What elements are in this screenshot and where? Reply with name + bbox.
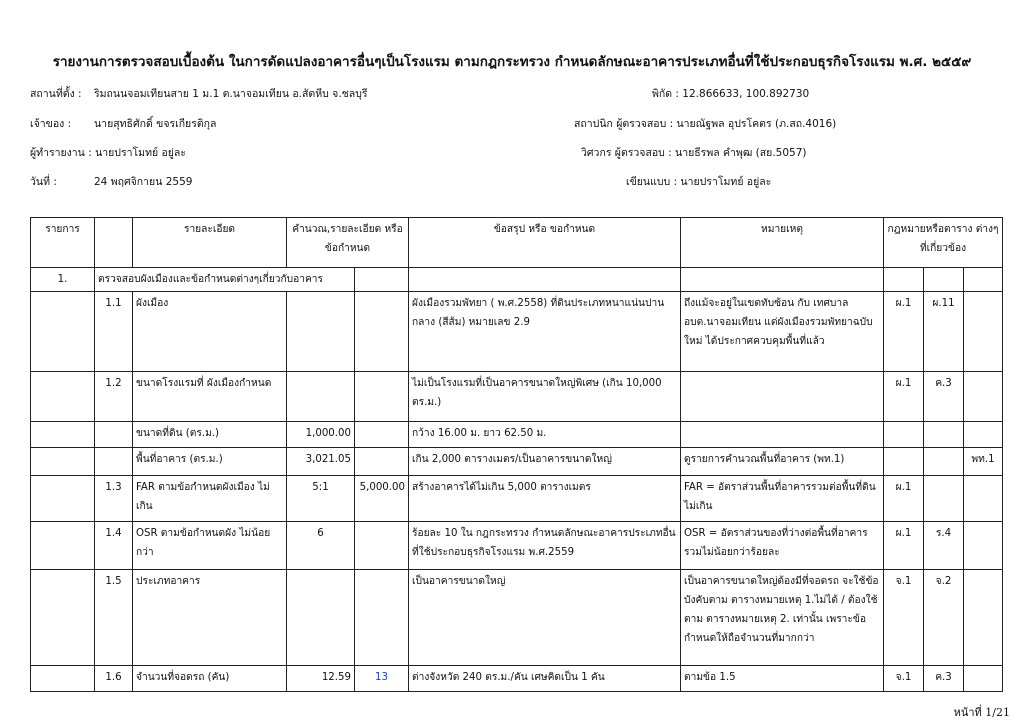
row-conclusion: ผังเมืองรวมพัทยา ( พ.ศ.2558) ที่ดินประเภทหนาแน่นปานกลาง (สีส้ม) หมายเลข 2.9 — [409, 292, 681, 372]
architect: สถาปนิก ผู้ตรวจสอบ : นายณัฐพล อุปรโคตร (ภ.สถ.4016) — [574, 118, 837, 130]
table-row — [31, 666, 1003, 692]
table-row — [31, 268, 1003, 292]
row-detail: OSR ตามข้อกำหนดผัง ไม่น้อยกว่า — [133, 522, 287, 570]
row-law: ร.4 — [924, 522, 964, 570]
row-detail: จำนวนที่จอดรถ (คัน) — [133, 666, 287, 692]
row-law: ค.3 — [924, 372, 964, 422]
row-conclusion: เป็นอาคารขนาดใหญ่ — [409, 570, 681, 666]
row-calc: 5,000.00 — [355, 476, 409, 522]
row-no: 1.6 — [95, 666, 133, 692]
table-row — [31, 476, 1003, 522]
row-calc: 1,000.00 — [287, 422, 355, 448]
reporter-value: นายปราโมทย์ อยู่ละ — [95, 147, 187, 159]
row-law: จ.1 — [884, 666, 924, 692]
row-note: ถึงแม้จะอยู่ในเขตทับซ้อน กับ เทศบาล อบต.นาจอมเทียน แต่ผังเมืองรวมพัทยาฉบับใหม่ ได้ประกาศควบคุมพื้นที่แล้ว — [681, 292, 884, 372]
row-note: FAR = อัตราส่วนพื้นที่อาคารรวมต่อพื้นที่ดินไม่เกิน — [681, 476, 884, 522]
row-no: 1. — [31, 268, 95, 292]
table-row — [31, 292, 1003, 372]
coords: พิกัด : 12.866633, 100.892730 — [652, 88, 810, 100]
location-value: ริมถนนจอมเทียนสาย 1 ม.1 ต.นาจอมเทียน อ.สัตหีบ จ.ชลบุรี — [94, 88, 368, 100]
header-law: กฎหมายหรือตาราง ต่างๆที่เกี่ยวข้อง — [884, 218, 1003, 268]
row-calc: 3,021.05 — [287, 448, 355, 476]
row-note: ตามข้อ 1.5 — [681, 666, 884, 692]
owner-line — [30, 115, 216, 132]
owner-value: นายสุทธิศักดิ์ ขจรเกียรติกุล — [94, 118, 217, 130]
row-detail: ตรวจสอบผังเมืองและข้อกำหนดต่างๆเกี่ยวกับอาคาร — [95, 268, 355, 292]
header-note: หมายเหตุ — [681, 218, 884, 268]
row-conclusion: สร้างอาคารได้ไม่เกิน 5,000 ตารางเมตร — [409, 476, 681, 522]
header-item: รายการ — [31, 218, 95, 268]
date-line — [30, 173, 192, 190]
row-calc: 5:1 — [287, 476, 355, 522]
parking-count-value: 13 — [355, 666, 409, 692]
row-conclusion: ไม่เป็นโรงแรมที่เป็นอาคารขนาดใหญ่พิเศษ (เกิน 10,000 ตร.ม.) — [409, 372, 681, 422]
report-title: รายงานการตรวจสอบเบื้องต้น ในการดัดแปลงอาคารอื่นๆเป็นโรงแรม ตามกฎกระทรวง กำหนดลักษณะอาคารประเภทอื่นที่ใช้ประกอบธุรกิจโรงแรม พ.ศ. ๒๕๕๙ — [52, 54, 972, 70]
header-calc: คำนวณ,รายละเอียด หรือ ข้อกำหนด — [287, 218, 409, 268]
table-row — [31, 570, 1003, 666]
row-calc: 6 — [287, 522, 355, 570]
reporter-label: ผู้ทำรายงาน : — [30, 147, 92, 159]
row-detail: ผังเมือง — [133, 292, 287, 372]
author: เขียนแบบ : นายปราโมทย์ อยู่ละ — [626, 176, 772, 188]
row-note: ดูรายการคำนวณพื้นที่อาคาร (พท.1) — [681, 448, 884, 476]
row-law: ค.3 — [924, 666, 964, 692]
reporter-line — [30, 144, 186, 161]
table-row — [31, 372, 1003, 422]
table-row — [31, 422, 1003, 448]
row-note: เป็นอาคารขนาดใหญ่ต้องมีที่จอดรถ จะใช้ข้อบังคับตาม ตารางหมายเหตุ 1.ไม่ได้ / ต้องใช้ตาม ตารางหมายเหตุ 2. เท่านั้น เพราะข้อกำหนดให้ถือจำนวนที่มากกว่า — [681, 570, 884, 666]
date-label: วันที่ : — [30, 176, 57, 188]
row-law: ผ.11 — [924, 292, 964, 372]
row-note: OSR = อัตราส่วนของที่ว่างต่อพื้นที่อาคารรวมไม่น้อยกว่าร้อยละ — [681, 522, 884, 570]
row-no: 1.2 — [95, 372, 133, 422]
table-row — [31, 522, 1003, 570]
row-law: พท.1 — [964, 448, 1003, 476]
row-law: ผ.1 — [884, 476, 924, 522]
page-number: หน้าที่ 1/21 — [953, 706, 1010, 719]
row-detail: ประเภทอาคาร — [133, 570, 287, 666]
header-row — [31, 218, 1003, 268]
row-detail: ขนาดโรงแรมที่ ผังเมืองกำหนด — [133, 372, 287, 422]
row-law: จ.2 — [924, 570, 964, 666]
row-no: 1.1 — [95, 292, 133, 372]
row-law: ผ.1 — [884, 372, 924, 422]
table-row — [31, 448, 1003, 476]
row-no: 1.3 — [95, 476, 133, 522]
header-conclusion: ข้อสรุป หรือ ขอกำหนด — [409, 218, 681, 268]
row-law: จ.1 — [884, 570, 924, 666]
inspection-table — [30, 217, 1003, 692]
header-detail: รายละเอียด — [133, 218, 287, 268]
row-no: 1.5 — [95, 570, 133, 666]
row-law: ผ.1 — [884, 292, 924, 372]
row-conclusion: ต่างจังหวัด 240 ตร.ม./คัน เศษคิดเป็น 1 คัน — [409, 666, 681, 692]
location-label: สถานที่ตั้ง : — [30, 88, 82, 100]
row-conclusion: กว้าง 16.00 ม. ยาว 62.50 ม. — [409, 422, 681, 448]
row-detail: พื้นที่อาคาร (ตร.ม.) — [133, 448, 287, 476]
row-no: 1.4 — [95, 522, 133, 570]
row-law: ผ.1 — [884, 522, 924, 570]
date-value: 24 พฤศจิกายน 2559 — [94, 176, 193, 188]
row-calc: 12.59 — [287, 666, 355, 692]
row-conclusion: เกิน 2,000 ตารางเมตร/เป็นอาคารขนาดใหญ่ — [409, 448, 681, 476]
location-line — [30, 85, 368, 102]
engineer: วิศวกร ผู้ตรวจสอบ : นายธีรพล คำพุฒ (สย.5057) — [581, 147, 807, 159]
row-conclusion: ร้อยละ 10 ใน กฎกระทรวง กำหนดลักษณะอาคารประเภทอื่นที่ใช้ประกอบธุรกิจโรงแรม พ.ศ.2559 — [409, 522, 681, 570]
row-detail: FAR ตามข้อกำหนดผังเมือง ไม่เกิน — [133, 476, 287, 522]
row-detail: ขนาดที่ดิน (ตร.ม.) — [133, 422, 287, 448]
owner-label: เจ้าของ : — [30, 118, 72, 130]
